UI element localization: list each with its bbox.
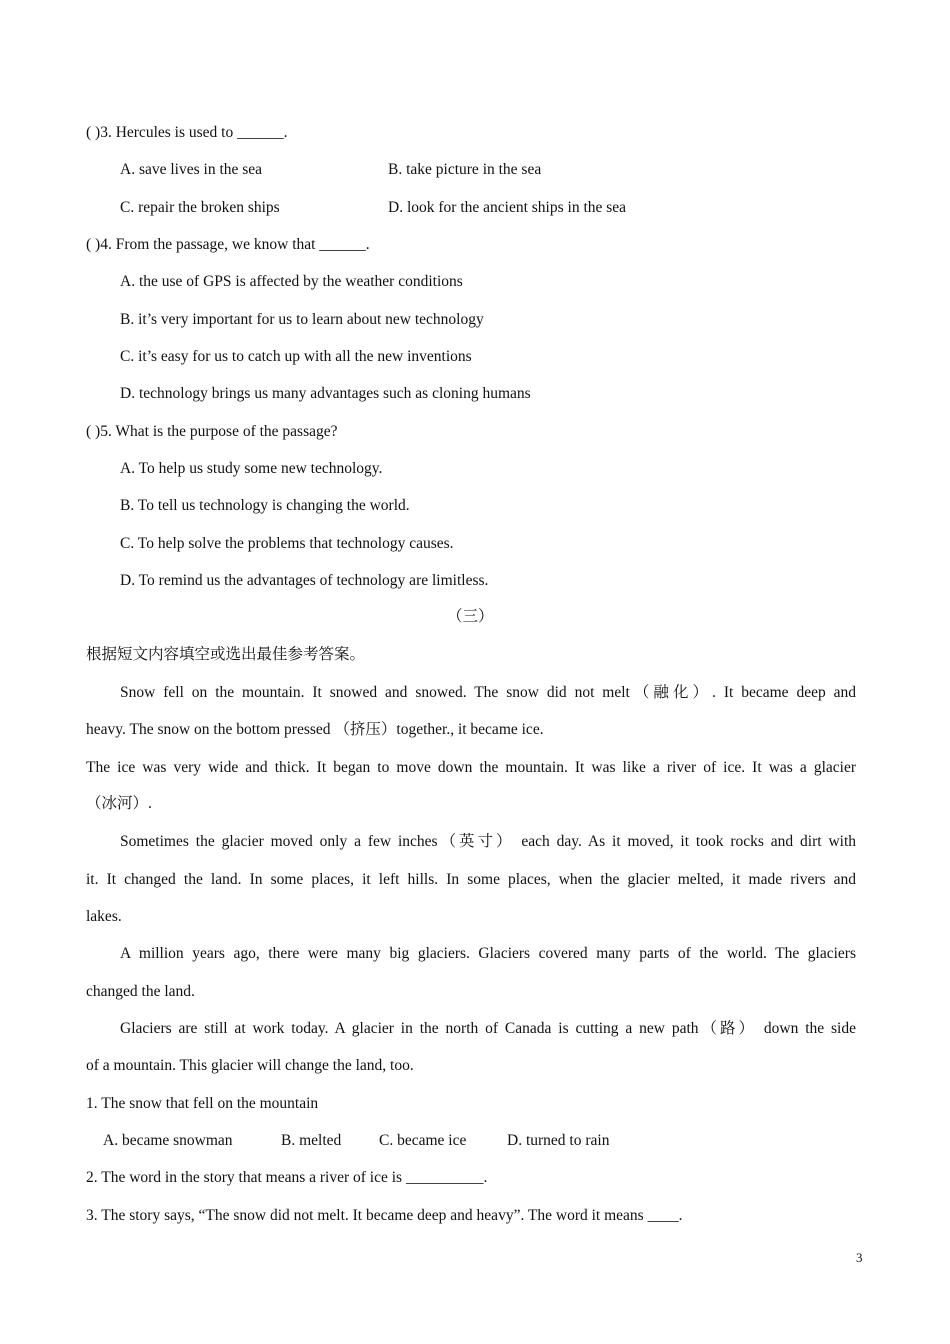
passage-line: Sometimes the glacier moved only a few inches（英寸） each day. As it moved, it took rocks and dirt with: [120, 833, 856, 850]
question-4-option-b: B. it’s very important for us to learn about new technology: [120, 311, 484, 328]
passage-line: A million years ago, there were many big glaciers. Glaciers covered many parts of the world. The glaciers: [120, 945, 856, 962]
passage-question-3: 3. The story says, “The snow did not melt. It became deep and heavy”. The word it means ____.: [86, 1207, 683, 1224]
question-4-option-d: D. technology brings us many advantages such as cloning humans: [120, 385, 531, 402]
question-3-stem: ( )3. Hercules is used to ______.: [86, 124, 288, 141]
passage-line: it. It changed the land. In some places, it left hills. In some places, when the glacier melted, it made rivers and: [86, 871, 856, 888]
passage-line: lakes.: [86, 908, 122, 925]
page-number: 3: [856, 1250, 863, 1265]
question-5-option-c: C. To help solve the problems that technology causes.: [120, 535, 454, 552]
question-3-option-a: A. save lives in the sea: [120, 161, 263, 178]
passage-line: （冰河）.: [86, 795, 152, 812]
question-5-stem: ( )5. What is the purpose of the passage?: [86, 423, 338, 440]
question-5-option-b: B. To tell us technology is changing the world.: [120, 497, 410, 514]
question-4-option-c: C. it’s easy for us to catch up with all the new inventions: [120, 348, 472, 365]
passage-line: Glaciers are still at work today. A glacier in the north of Canada is cutting a new path（路） down the side: [120, 1020, 856, 1037]
passage-question-1-option-b: B. melted: [281, 1132, 342, 1149]
question-3-option-c: C. repair the broken ships: [120, 199, 280, 216]
passage-line: Snow fell on the mountain. It snowed and snowed. The snow did not melt（融化）. It became deep and: [120, 684, 856, 701]
passage-line: The ice was very wide and thick. It began to move down the mountain. It was like a river of ice. It was a glacier: [86, 759, 856, 776]
question-4-option-a: A. the use of GPS is affected by the weather conditions: [120, 273, 463, 290]
passage-question-1-option-c: C. became ice: [379, 1132, 467, 1149]
passage-question-2: 2. The word in the story that means a river of ice is __________.: [86, 1169, 488, 1186]
question-5-option-d: D. To remind us the advantages of technology are limitless.: [120, 572, 489, 589]
passage-line: of a mountain. This glacier will change the land, too.: [86, 1057, 414, 1074]
passage-line: changed the land.: [86, 983, 195, 1000]
question-5-option-a: A. To help us study some new technology.: [120, 460, 383, 477]
question-3-option-b: B. take picture in the sea: [388, 161, 542, 178]
passage-question-1-option-d: D. turned to rain: [507, 1132, 610, 1149]
passage-question-1-option-a: A. became snowman: [103, 1132, 233, 1149]
passage-question-1-stem: 1. The snow that fell on the mountain: [86, 1095, 319, 1112]
instruction-text: 根据短文内容填空或选出最佳参考答案。: [86, 646, 366, 663]
section-title: （三）: [447, 608, 494, 625]
question-4-stem: ( )4. From the passage, we know that ______.: [86, 236, 370, 253]
question-3-option-d: D. look for the ancient ships in the sea: [388, 199, 627, 216]
passage-line: heavy. The snow on the bottom pressed （挤压）together., it became ice.: [86, 721, 544, 738]
